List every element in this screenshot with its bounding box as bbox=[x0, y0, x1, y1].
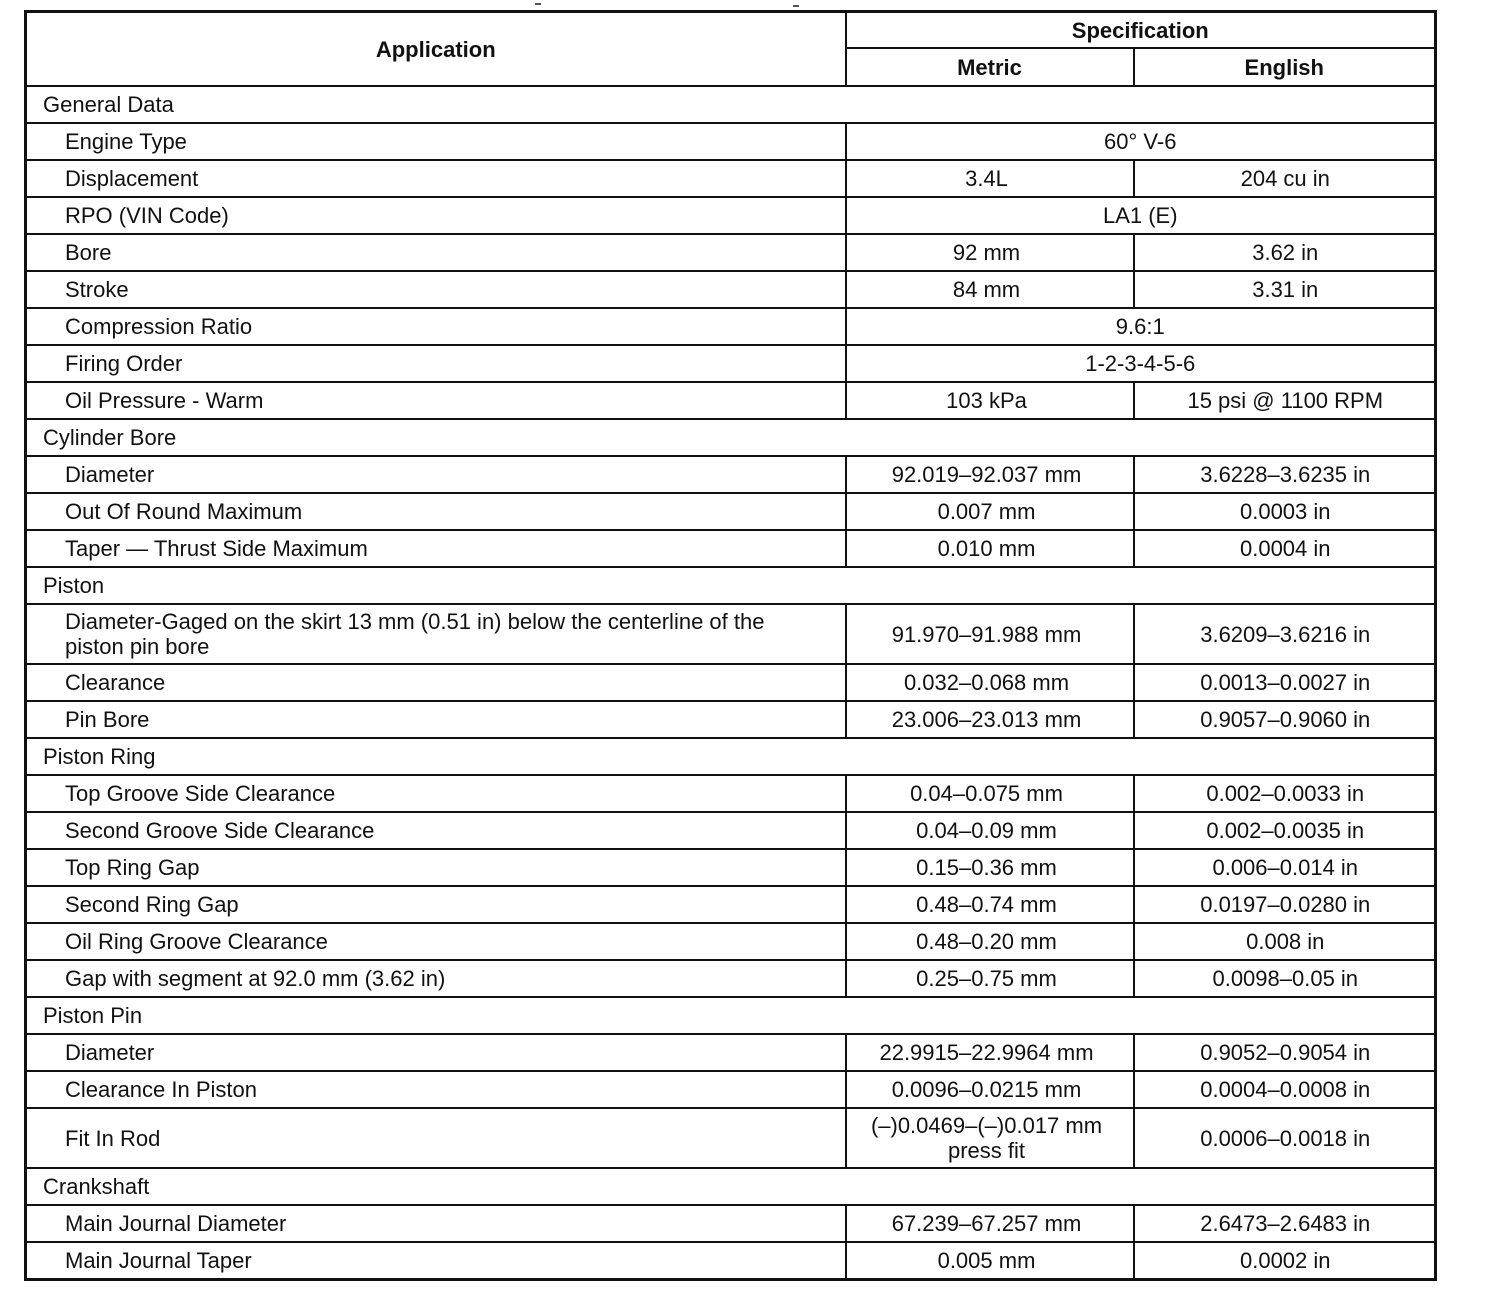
spec-row bbox=[26, 960, 1436, 997]
english-cell: 3.31 in bbox=[1134, 271, 1436, 308]
application-cell: Main Journal Diameter bbox=[26, 1205, 846, 1242]
application-cell: RPO (VIN Code) bbox=[26, 197, 846, 234]
english-cell: 0.0197–0.0280 in bbox=[1134, 886, 1436, 923]
english-cell: 0.006–0.014 in bbox=[1134, 849, 1436, 886]
application-cell: Gap with segment at 92.0 mm (3.62 in) bbox=[26, 960, 846, 997]
metric-cell: 0.15–0.36 mm bbox=[846, 849, 1134, 886]
metric-cell: 0.032–0.068 mm bbox=[846, 664, 1134, 701]
metric-cell: 22.9915–22.9964 mm bbox=[846, 1034, 1134, 1071]
metric-cell: 67.239–67.257 mm bbox=[846, 1205, 1134, 1242]
spec-row bbox=[26, 382, 1436, 419]
application-header: Application bbox=[26, 12, 846, 87]
group-row bbox=[26, 997, 1436, 1034]
application-cell: Clearance In Piston bbox=[26, 1071, 846, 1108]
metric-cell: 0.25–0.75 mm bbox=[846, 960, 1134, 997]
application-cell: Oil Pressure - Warm bbox=[26, 382, 846, 419]
application-cell: Diameter bbox=[26, 1034, 846, 1071]
spec-row bbox=[26, 923, 1436, 960]
application-cell: Pin Bore bbox=[26, 701, 846, 738]
english-cell: 204 cu in bbox=[1134, 160, 1436, 197]
metric-cell: 0.48–0.74 mm bbox=[846, 886, 1134, 923]
metric-cell: 91.970–91.988 mm bbox=[846, 604, 1134, 664]
scan-mark bbox=[793, 5, 799, 7]
application-cell: Second Ring Gap bbox=[26, 886, 846, 923]
spec-row bbox=[26, 886, 1436, 923]
spec-row bbox=[26, 234, 1436, 271]
english-cell: 3.6228–3.6235 in bbox=[1134, 456, 1436, 493]
metric-cell: 0.04–0.09 mm bbox=[846, 812, 1134, 849]
spec-row bbox=[26, 604, 1436, 664]
spec-row bbox=[26, 271, 1436, 308]
metric-cell: 92 mm bbox=[846, 234, 1134, 271]
spec-row bbox=[26, 664, 1436, 701]
english-cell: 15 psi @ 1100 RPM bbox=[1134, 382, 1436, 419]
application-cell: Diameter-Gaged on the skirt 13 mm (0.51 in) below the centerline of the piston pin bore bbox=[26, 604, 846, 664]
scan-mark bbox=[535, 3, 541, 5]
spec-row bbox=[26, 456, 1436, 493]
application-cell: Clearance bbox=[26, 664, 846, 701]
group-label: General Data bbox=[26, 86, 1436, 123]
english-cell: 3.6209–3.6216 in bbox=[1134, 604, 1436, 664]
application-cell: Top Groove Side Clearance bbox=[26, 775, 846, 812]
spec-sheet bbox=[24, 10, 1434, 1281]
english-cell: 0.0003 in bbox=[1134, 493, 1436, 530]
english-cell: 0.008 in bbox=[1134, 923, 1436, 960]
metric-cell: 0.48–0.20 mm bbox=[846, 923, 1134, 960]
application-cell: Firing Order bbox=[26, 345, 846, 382]
english-cell: 0.0002 in bbox=[1134, 1242, 1436, 1280]
group-row bbox=[26, 419, 1436, 456]
group-row bbox=[26, 567, 1436, 604]
application-cell: Top Ring Gap bbox=[26, 849, 846, 886]
spec-row bbox=[26, 493, 1436, 530]
metric-cell: 0.010 mm bbox=[846, 530, 1134, 567]
application-cell: Fit In Rod bbox=[26, 1108, 846, 1168]
spec-row bbox=[26, 530, 1436, 567]
group-label: Crankshaft bbox=[26, 1168, 1436, 1205]
application-cell: Diameter bbox=[26, 456, 846, 493]
spec-row bbox=[26, 308, 1436, 345]
english-cell: 0.9052–0.9054 in bbox=[1134, 1034, 1436, 1071]
group-label: Piston Pin bbox=[26, 997, 1436, 1034]
english-cell: 0.0004–0.0008 in bbox=[1134, 1071, 1436, 1108]
application-cell: Main Journal Taper bbox=[26, 1242, 846, 1280]
spec-row bbox=[26, 849, 1436, 886]
spec-row bbox=[26, 1205, 1436, 1242]
english-cell: 0.0013–0.0027 in bbox=[1134, 664, 1436, 701]
group-label: Cylinder Bore bbox=[26, 419, 1436, 456]
spec-row bbox=[26, 775, 1436, 812]
spec-table-body bbox=[26, 86, 1436, 1280]
application-cell: Bore bbox=[26, 234, 846, 271]
group-label: Piston Ring bbox=[26, 738, 1436, 775]
spec-row bbox=[26, 123, 1436, 160]
english-header: English bbox=[1134, 48, 1436, 86]
metric-header: Metric bbox=[846, 48, 1134, 86]
metric-cell: 0.0096–0.0215 mm bbox=[846, 1071, 1134, 1108]
spec-row bbox=[26, 1071, 1436, 1108]
application-cell: Second Groove Side Clearance bbox=[26, 812, 846, 849]
application-cell: Compression Ratio bbox=[26, 308, 846, 345]
english-cell: 3.62 in bbox=[1134, 234, 1436, 271]
metric-cell: 84 mm bbox=[846, 271, 1134, 308]
application-cell: Engine Type bbox=[26, 123, 846, 160]
english-cell: 0.0098–0.05 in bbox=[1134, 960, 1436, 997]
combined-spec-cell: 1-2-3-4-5-6 bbox=[846, 345, 1436, 382]
application-cell: Stroke bbox=[26, 271, 846, 308]
group-row bbox=[26, 738, 1436, 775]
english-cell: 0.0006–0.0018 in bbox=[1134, 1108, 1436, 1168]
english-cell: 0.002–0.0033 in bbox=[1134, 775, 1436, 812]
spec-row bbox=[26, 701, 1436, 738]
spec-row bbox=[26, 1242, 1436, 1280]
metric-cell: 0.005 mm bbox=[846, 1242, 1134, 1280]
metric-cell: (–)0.0469–(–)0.017 mm press fit bbox=[846, 1108, 1134, 1168]
metric-cell: 3.4L bbox=[846, 160, 1134, 197]
application-cell: Out Of Round Maximum bbox=[26, 493, 846, 530]
group-row bbox=[26, 86, 1436, 123]
combined-spec-cell: LA1 (E) bbox=[846, 197, 1436, 234]
english-cell: 2.6473–2.6483 in bbox=[1134, 1205, 1436, 1242]
metric-cell: 23.006–23.013 mm bbox=[846, 701, 1134, 738]
spec-row bbox=[26, 345, 1436, 382]
english-cell: 0.9057–0.9060 in bbox=[1134, 701, 1436, 738]
application-cell: Taper — Thrust Side Maximum bbox=[26, 530, 846, 567]
header-row bbox=[26, 12, 1436, 49]
spec-row bbox=[26, 1034, 1436, 1071]
spec-row bbox=[26, 1108, 1436, 1168]
metric-cell: 92.019–92.037 mm bbox=[846, 456, 1134, 493]
metric-cell: 0.04–0.075 mm bbox=[846, 775, 1134, 812]
english-cell: 0.002–0.0035 in bbox=[1134, 812, 1436, 849]
spec-row bbox=[26, 160, 1436, 197]
application-cell: Displacement bbox=[26, 160, 846, 197]
specification-header: Specification bbox=[846, 12, 1436, 49]
english-cell: 0.0004 in bbox=[1134, 530, 1436, 567]
application-cell: Oil Ring Groove Clearance bbox=[26, 923, 846, 960]
metric-cell: 103 kPa bbox=[846, 382, 1134, 419]
spec-row bbox=[26, 197, 1436, 234]
spec-row bbox=[26, 812, 1436, 849]
group-row bbox=[26, 1168, 1436, 1205]
combined-spec-cell: 9.6:1 bbox=[846, 308, 1436, 345]
engine-spec-table bbox=[24, 10, 1437, 1281]
group-label: Piston bbox=[26, 567, 1436, 604]
combined-spec-cell: 60° V-6 bbox=[846, 123, 1436, 160]
metric-cell: 0.007 mm bbox=[846, 493, 1134, 530]
